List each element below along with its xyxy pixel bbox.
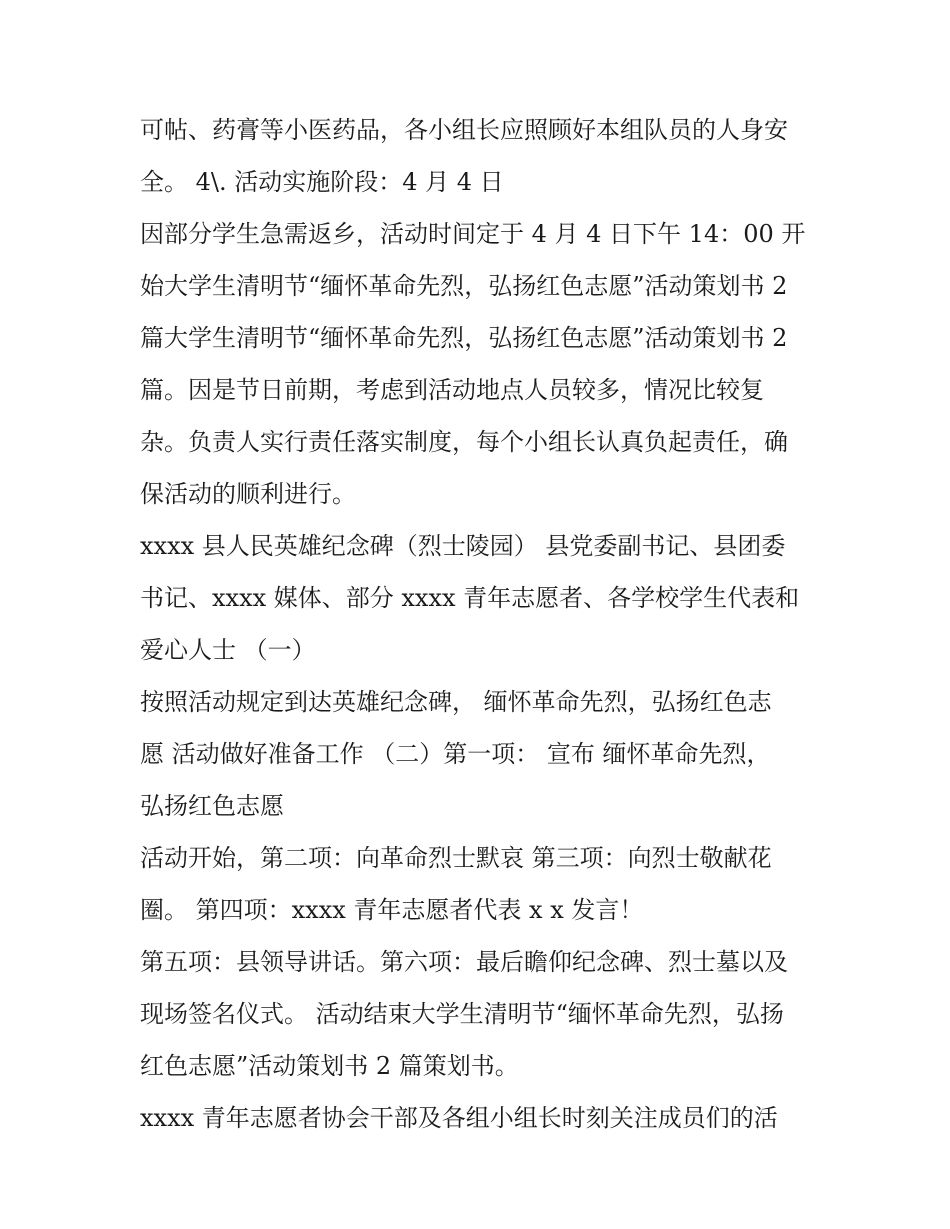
text-line: 红色志愿”活动策划书 2 篇策划书。 xyxy=(140,1052,519,1080)
text-line: 篇大学生清明节“缅怀革命先烈，弘扬红色志愿”活动策划书 2 xyxy=(140,324,788,352)
text-line: 现场签名仪式。 活动结束大学生清明节“缅怀革命先烈，弘扬 xyxy=(140,1000,784,1028)
text-line: 全。 4\. 活动实施阶段：4 月 4 日 xyxy=(140,168,504,196)
text-line: 愿 活动做好准备工作 （二）第一项： 宣布 缅怀革命先烈， xyxy=(140,740,771,768)
text-line: xxxx 县人民英雄纪念碑（烈士陵园） 县党委副书记、县团委 xyxy=(140,532,786,560)
document-body xyxy=(140,104,820,1144)
text-line: 弘扬红色志愿 xyxy=(140,792,284,820)
text-line: 按照活动规定到达英雄纪念碑， 缅怀革命先烈，弘扬红色志 xyxy=(140,688,772,716)
text-line: 杂。负责人实行责任落实制度，每个小组长认真负起责任，确 xyxy=(140,428,788,456)
text-line: 可帖、药膏等小医药品，各小组长应照顾好本组队员的人身安 xyxy=(140,116,788,144)
text-line: xxxx 青年志愿者协会干部及各组小组长时刻关注成员们的活 xyxy=(140,1104,778,1132)
text-line: 因部分学生急需返乡，活动时间定于 4 月 4 日下午 14：00 开 xyxy=(140,220,806,248)
text-line: 圈。 第四项：xxxx 青年志愿者代表 x x 发言！ xyxy=(140,896,644,924)
text-line: 活动开始，第二项：向革命烈士默哀 第三项：向烈士敬献花 xyxy=(140,844,772,872)
text-line: 书记、xxxx 媒体、部分 xxxx 青年志愿者、各学校学生代表和 xyxy=(140,584,800,612)
text-line: 第五项：县领导讲话。第六项：最后瞻仰纪念碑、烈士墓以及 xyxy=(140,948,788,976)
text-line: 始大学生清明节“缅怀革命先烈，弘扬红色志愿”活动策划书 2 xyxy=(140,272,788,300)
text-line: 爱心人士 （一） xyxy=(140,636,316,664)
text-line: 保活动的顺利进行。 xyxy=(140,480,356,508)
text-line: 篇。因是节日前期，考虑到活动地点人员较多，情况比较复 xyxy=(140,376,764,404)
